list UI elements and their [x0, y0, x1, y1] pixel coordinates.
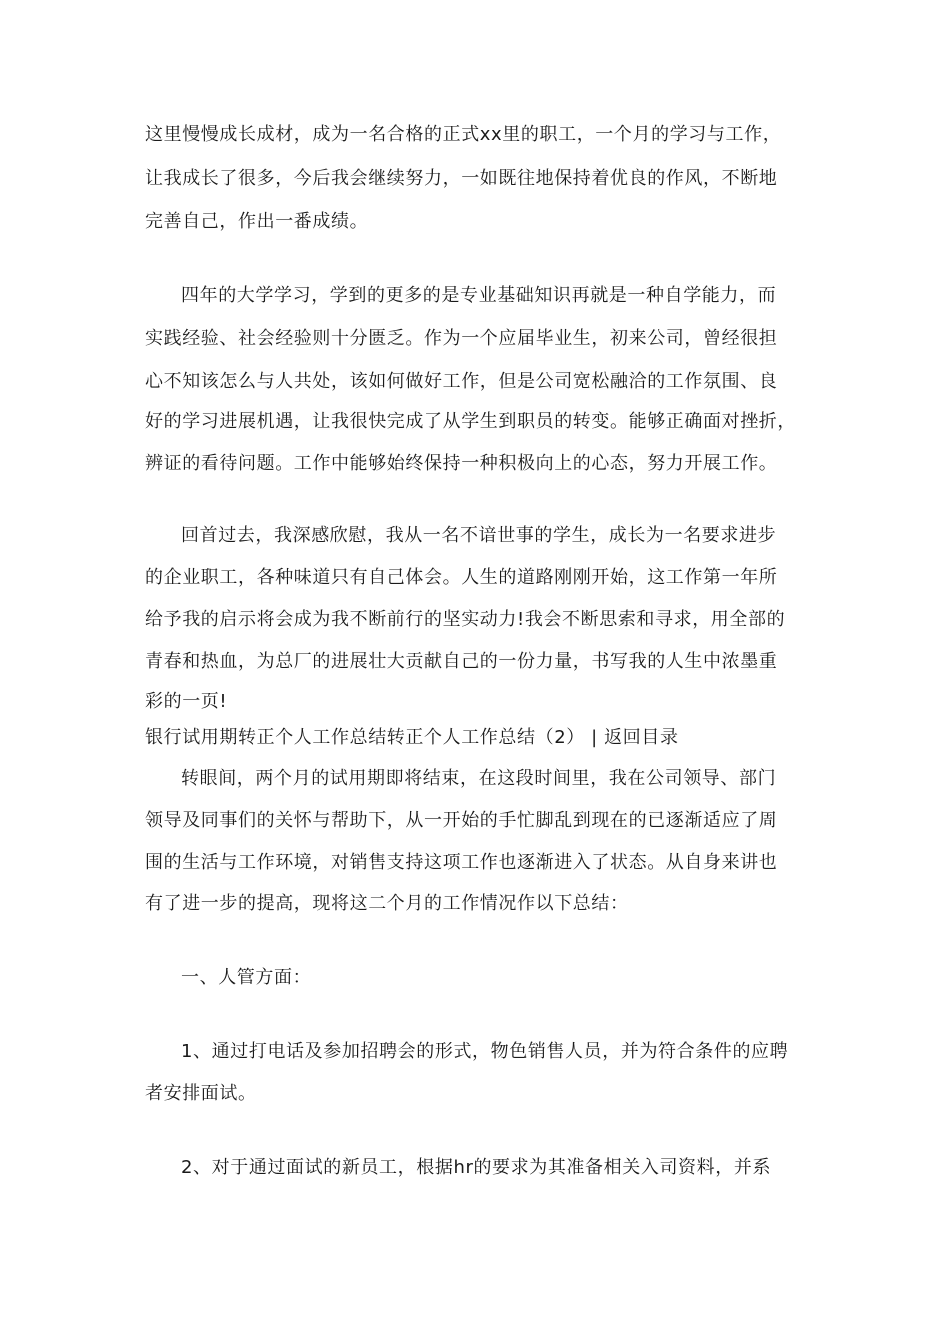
back-to-toc-link[interactable]: 返回目录 [604, 727, 679, 748]
text-line: 青春和热血，为总厂的进展壮大贡献自己的一份力量，书写我的人生中浓墨重 [145, 651, 778, 672]
text-line: 1、通过打电话及参加招聘会的形式，物色销售人员，并为符合条件的应聘 [181, 1041, 789, 1062]
text-line: 转眼间，两个月的试用期即将结束，在这段时间里，我在公司领导、部门 [181, 768, 777, 789]
text-line: 给予我的启示将会成为我不断前行的坚实动力!我会不断思索和寻求，用全部的 [145, 609, 786, 630]
text-line: 心不知该怎么与人共处，该如何做好工作，但是公司宽松融洽的工作氛围、良 [145, 371, 778, 392]
text-line: 回首过去，我深感欣慰，我从一名不谙世事的学生，成长为一名要求进步 [181, 525, 777, 546]
subheading: 一、人管方面： [181, 967, 312, 988]
text-line: 的企业职工，各种味道只有自己体会。人生的道路刚刚开始，这工作第一年所 [145, 567, 778, 588]
separator: | [584, 727, 605, 748]
text-line: 围的生活与工作环境，对销售支持这项工作也逐渐进入了状态。从自身来讲也 [145, 852, 778, 873]
section-title: 银行试用期转正个人工作总结转正个人工作总结（2） [145, 727, 585, 748]
text-line: 2、对于通过面试的新员工，根据hr的要求为其准备相关入司资料，并系 [181, 1157, 772, 1178]
text-line: 辨证的看待问题。工作中能够始终保持一种积极向上的心态，努力开展工作。 [145, 453, 778, 474]
text-line: 完善自己，作出一番成绩。 [145, 211, 369, 232]
text-line: 领导及同事们的关怀与帮助下，从一开始的手忙脚乱到现在的已逐渐适应了周 [145, 810, 778, 831]
section-heading [145, 726, 679, 750]
text-line: 实践经验、社会经验则十分匮乏。作为一个应届毕业生，初来公司，曾经很担 [145, 328, 778, 349]
text-line: 四年的大学学习，学到的更多的是专业基础知识再就是一种自学能力，而 [181, 285, 777, 306]
text-line: 者安排面试。 [145, 1083, 257, 1104]
text-line: 这里慢慢成长成材，成为一名合格的正式xx里的职工，一个月的学习与工作， [145, 124, 782, 145]
text-line: 好的学习进展机遇，让我很快完成了从学生到职员的转变。能够正确面对挫折， [145, 411, 796, 432]
text-line: 有了进一步的提高，现将这二个月的工作情况作以下总结： [145, 893, 629, 914]
text-line: 彩的一页! [145, 691, 228, 712]
text-line: 让我成长了很多，今后我会继续努力，一如既往地保持着优良的作风，不断地 [145, 168, 778, 189]
